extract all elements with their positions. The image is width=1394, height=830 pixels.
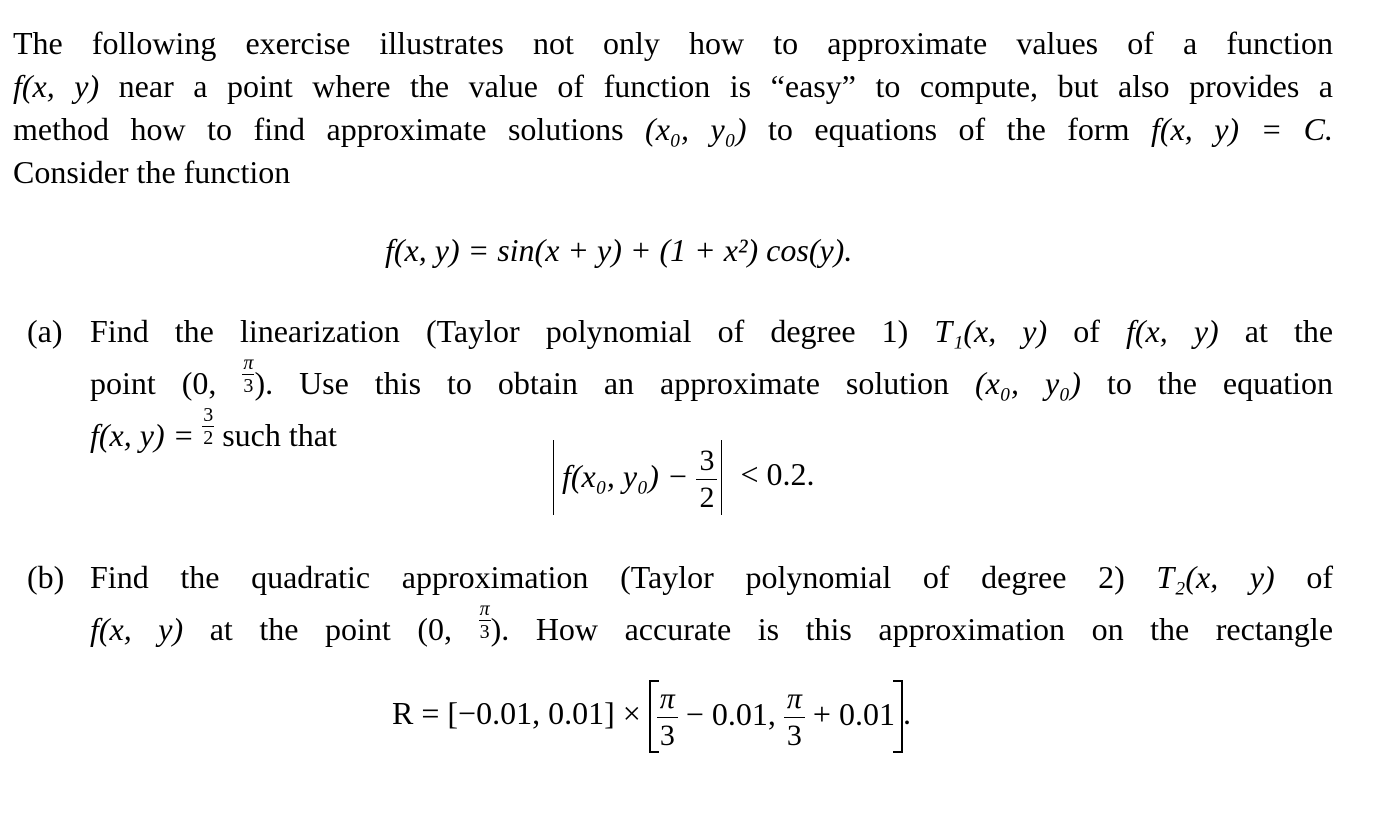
intro-line-4: Consider the function	[13, 154, 291, 190]
math-fxy-eq-c: f(x, y) = C.	[1150, 111, 1334, 147]
part-b-line-2: f(x, y) at the point (0, $\frac{\pi}{3}$ ). How accurate is this approximation on the rectangle	[90, 598, 1334, 647]
part-a-line-2: point (0, $\frac{\pi}{3}$ ). Use this to obtain an approximate solution (x₀, y₀) to the equation	[90, 352, 1334, 401]
part-a-body	[90, 310, 1333, 457]
function-display: f(x, y) = sin(x + y) + (1 + x²) cos(y).	[385, 232, 853, 268]
fraction-pi-over-3-right: $\frac{\pi}{3}$	[784, 684, 805, 751]
part-a-label: (a)	[27, 313, 63, 349]
part-a-line-3: f(x, y) = $\frac{3}{2}$ such that	[90, 404, 337, 453]
intro-line-3: method how to find approximate solutions (x₀, y₀) to equations of the form f(x, y) = C.	[13, 111, 1334, 147]
inequality-display: f(x₀, y₀) − $\frac{3}{2}$ < 0.2.	[553, 440, 815, 515]
part-b-body	[90, 556, 1333, 651]
part-b-label: (b)	[27, 559, 65, 595]
absolute-value: f(x₀, y₀) − $\frac{3}{2}$	[553, 440, 722, 515]
intro-line-1: The following exercise illustrates not only how to approximate values of a function	[13, 25, 1333, 61]
fraction-pi-over-3-b: $\frac{\pi}{3}$	[479, 598, 490, 643]
intro-paragraph	[13, 22, 1333, 194]
fraction-3-over-2-inline: $\frac{3}{2}$	[203, 404, 214, 449]
intro-line-2: f(x, y) near a point where the value of function is “easy” to compute, but also provides a	[13, 68, 1334, 104]
part-b-line-1: Find the quadratic approximation (Taylor polynomial of degree 2) T₂(x, y) of	[90, 559, 1334, 595]
math-fxy: f(x, y)	[13, 68, 100, 104]
interval-bracket: $\frac{\pi}{3}$ − 0.01, $\frac{\pi}{3}$ + 0.01	[649, 680, 903, 753]
fraction-pi-over-3-left: $\frac{\pi}{3}$	[657, 684, 678, 751]
fraction-pi-over-3: $\frac{\pi}{3}$	[243, 352, 254, 397]
fraction-3-over-2: $\frac{3}{2}$	[696, 446, 717, 513]
rectangle-display: R = [−0.01, 0.01] × $\frac{\pi}{3}$ − 0.01, $\frac{\pi}{3}$ + 0.01 .	[392, 682, 911, 752]
part-a-line-1: Find the linearization (Taylor polynomial of degree 1) T₁(x, y) of f(x, y) at the	[90, 313, 1334, 349]
math-x0y0: (x₀, y₀)	[645, 111, 747, 147]
